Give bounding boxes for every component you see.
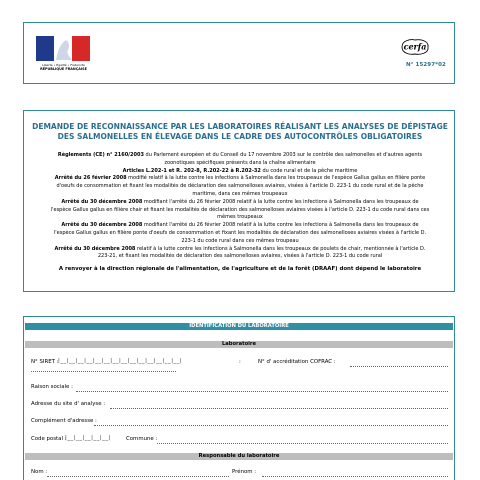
regulation-line-bold: Arrêté du 30 décembre 2008: [54, 245, 136, 252]
regulation-line: [30, 230, 450, 236]
regulation-line: [30, 168, 450, 174]
republique-francaise-logo: [32, 34, 95, 75]
section-title-identification: IDENTIFICATION DU LABORATOIRE: [25, 323, 453, 330]
regulation-line: [30, 199, 450, 205]
regulation-line: [30, 175, 450, 181]
regulation-line: [30, 253, 450, 259]
logo-country: RÉPUBLIQUE FRANÇAISE: [40, 67, 87, 71]
subtitle-laboratoire: Laboratoire: [25, 341, 453, 348]
regulation-line: [30, 152, 450, 158]
regulation-line: [30, 207, 450, 213]
raison-sociale-label: Raison sociale :: [31, 384, 73, 390]
marianne-flag-icon: [36, 36, 90, 61]
complement-adresse-label: Complément d'adresse :: [31, 418, 97, 424]
regulation-line-text: relatif à la lutte contre les infections à Salmonella dans les troupeaux de poulets de chair, mentionnée à l'article D.: [135, 245, 426, 252]
regulation-line-text: modifiant l'arrêté du 26 février 2008 relatif à la lutte contre les infections à Salmonella dans les troupeaux de: [142, 222, 419, 229]
regulation-line-text: maritime, dans ces mêmes troupeaux: [192, 191, 288, 197]
regulation-line-bold: Arrêté du 26 février 2008: [54, 175, 127, 182]
code-postal-input[interactable]: |__|__|__|__|__|: [65, 435, 111, 441]
regulation-line-text: du Parlement européen et du Conseil du 17 novembre 2003 sur le contrôle des salmonelles et d'autres agents: [143, 152, 423, 158]
regulation-line-bold: Arrêté du 30 décembre 2008: [61, 222, 143, 229]
regulation-line-text: 223-1 du code rural dans ces mêmes troupeau: [181, 237, 299, 244]
cerfa-logo: [399, 38, 431, 56]
subtitle-responsable: Responsable du laboratoire: [25, 453, 453, 460]
regulation-line-bold: Règlements (CE) n° 2160/2003: [57, 152, 144, 158]
adresse-input[interactable]: [110, 408, 448, 409]
form-title-line2: DES SALMONELLES EN ÉLEVAGE DANS LE CADRE DES AUTOCONTRÔLES OBLIGATOIRES: [57, 131, 423, 141]
prenom-label: Prénom :: [232, 469, 257, 475]
raison-sociale-input[interactable]: [76, 391, 448, 392]
identification-form: IDENTIFICATION DU LABORATOIRE Laboratoire N° SIRET : |__|__|__|__|__|__|__|__|__|__|__|__|__|__| : N° d' accréditation COFRAC : Raison sociale : Adresse du site d' analyse : Complément d'adresse : Code postal : |__|__|__|__|__| Commune : Responsable du laboratoire Nom : Prénom :: [23, 316, 455, 480]
regulation-line: [30, 238, 450, 244]
regulation-line: [30, 183, 450, 189]
cerfa-number: N° 15297*02: [405, 62, 446, 68]
adresse-label: Adresse du site d' analyse :: [31, 401, 106, 407]
logo-motto: Liberté • Égalité • Fraternité: [42, 63, 85, 67]
regulation-line-bold: Articles L.202-1 et R. 202-8, R.202-22 à R.202-32: [122, 167, 261, 174]
regulation-line: [30, 160, 450, 166]
prenom-input[interactable]: [262, 476, 448, 477]
siret-underline: [31, 371, 176, 372]
complement-adresse-input[interactable]: [94, 425, 448, 426]
submission-note: A renvoyer à la direction régionale de l'alimentation, de l'agriculture et de la forêt (DRAAF) dont dépend le laboratoire: [58, 266, 422, 272]
regulation-line: [30, 222, 450, 228]
regulation-line-text: modifiant l'arrêté du 26 février 2008 relatif à la lutte contre les infections à Salmonella dans les troupeaux de: [142, 198, 419, 205]
nom-input[interactable]: [47, 476, 229, 477]
regulation-line-text: d'oeufs de consommation et fixant les modalités de déclaration des salmonelloses aviaires, visées à l'article D. 223-1 du code rural et de la pêche: [56, 183, 424, 190]
regulation-line-text: zoonotiques spécifiques présents dans la chaîne alimentaire: [164, 159, 316, 166]
commune-input[interactable]: [157, 443, 448, 444]
form-title: [32, 122, 448, 141]
nom-label: Nom :: [31, 469, 48, 475]
regulation-line-text: l'espèce Gallus gallus en filière ponte d'oeufs de consommation et fixant les modalités de déclaration des salmonelloses aviaires visées à l'article D.: [53, 230, 427, 236]
regulation-line-text: mêmes troupeaux: [217, 214, 263, 221]
regulation-line-text: modifié relatif à la lutte contre les infections à Salmonella dans les troupeaux de l'espèce Gallus gallus en filière ponte: [126, 175, 426, 182]
regulation-box: [23, 110, 455, 292]
regulation-line-text: 223-21, et fixant les modalités de déclaration des salmonelloses aviaires, visées à l'article D. 223-1 du code rural: [97, 253, 383, 260]
siret-label: N° SIRET :: [31, 359, 59, 365]
regulation-line: [30, 246, 450, 252]
regulation-line-text: l'espèce Gallus gallus en filière chair et fixant les modalités de déclaration des salmonelloses aviaires visées à l'article D. 223-1 du code rural dans ces: [50, 206, 430, 213]
header-box: [23, 22, 455, 84]
code-postal-label: Code postal :: [31, 436, 67, 442]
regulation-line-bold: Arrêté du 30 décembre 2008: [61, 198, 143, 205]
commune-label: Commune :: [126, 436, 158, 442]
cofrac-label: N° d' accréditation COFRAC :: [258, 359, 336, 365]
regulation-line: [30, 191, 450, 197]
form-title-line1: DEMANDE DE RECONNAISSANCE PAR LES LABORATOIRES RÉALISANT LES ANALYSES DE DÉPISTAGE: [32, 122, 448, 131]
cofrac-input[interactable]: [350, 366, 448, 367]
regulation-line-text: du code rural et de la pêche maritime: [260, 167, 358, 174]
svg-text:cerfa: cerfa: [403, 41, 427, 52]
regulation-line: [30, 214, 450, 220]
siret-input[interactable]: |__|__|__|__|__|__|__|__|__|__|__|__|__|__|: [58, 358, 183, 364]
